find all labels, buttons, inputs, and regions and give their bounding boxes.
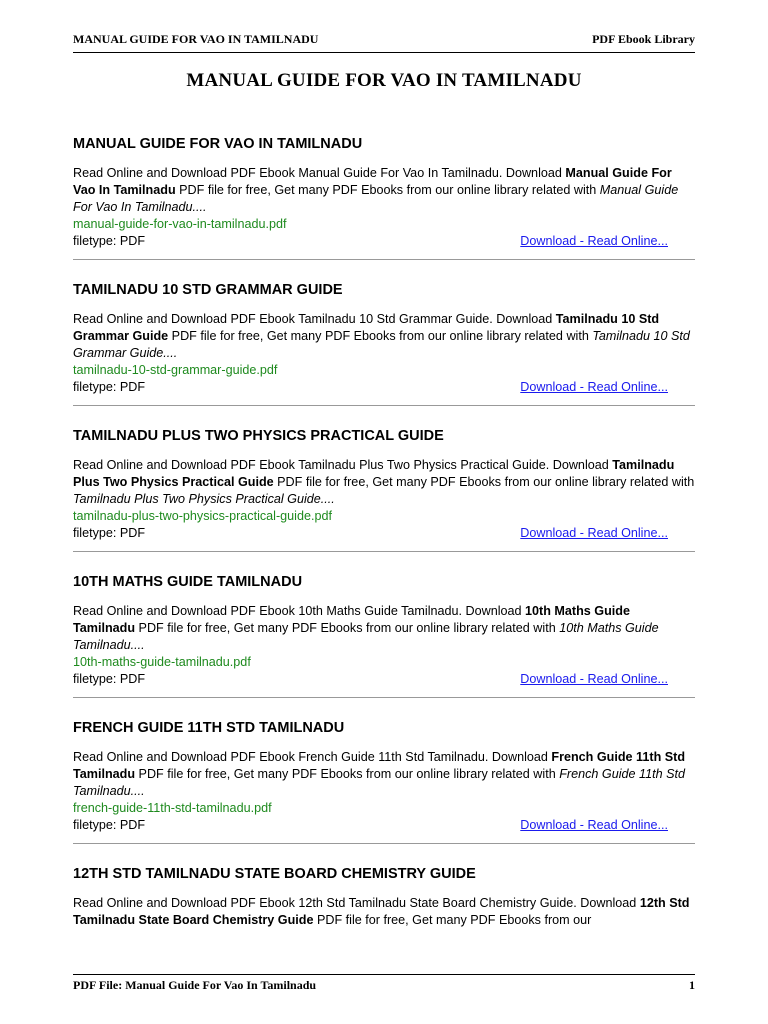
- entry-meta: [73, 525, 695, 542]
- entry-meta: [73, 817, 695, 834]
- filetype-label: filetype: PDF: [73, 234, 146, 248]
- entry-meta: [73, 233, 695, 250]
- download-link[interactable]: Download - Read Online...: [520, 526, 668, 540]
- entry-heading: FRENCH GUIDE 11TH STD TAMILNADU: [73, 720, 345, 736]
- entry-heading: 10TH MATHS GUIDE TAMILNADU: [73, 574, 303, 590]
- list-item: [73, 136, 695, 260]
- download-link[interactable]: Download - Read Online...: [520, 234, 668, 248]
- entry-heading: MANUAL GUIDE FOR VAO IN TAMILNADU: [73, 136, 363, 152]
- entry-list: [73, 136, 695, 960]
- entry-description: Read Online and Download PDF Ebook French Guide 11th Std Tamilnadu. Download French Guide 11th Std Tamilnadu PDF file for free, Get many PDF Ebooks from our online library related with French Guide 11th Std Tamilnadu....: [73, 750, 686, 798]
- entry-meta: [73, 671, 695, 688]
- header-library: PDF Ebook Library: [592, 32, 695, 46]
- download-link[interactable]: Download - Read Online...: [520, 672, 668, 686]
- filetype-label: filetype: PDF: [73, 380, 146, 394]
- download-link[interactable]: Download - Read Online...: [520, 818, 668, 832]
- entry-heading: 12TH STD TAMILNADU STATE BOARD CHEMISTRY GUIDE: [73, 866, 476, 882]
- running-header: [73, 32, 695, 53]
- footer-file-label: PDF File: Manual Guide For Vao In Tamilnadu: [73, 978, 317, 992]
- entry-description: Read Online and Download PDF Ebook 10th Maths Guide Tamilnadu. Download 10th Maths Guide Tamilnadu PDF file for free, Get many PDF Ebooks from our online library related with 10th Maths Guide Tamilnadu....: [73, 604, 659, 652]
- entry-filename: manual-guide-for-vao-in-tamilnadu.pdf: [73, 217, 287, 231]
- entry-filename: 10th-maths-guide-tamilnadu.pdf: [73, 655, 251, 669]
- list-item: [73, 428, 695, 552]
- list-item: [73, 282, 695, 406]
- page-number: 1: [689, 978, 695, 992]
- entry-description: Read Online and Download PDF Ebook 12th Std Tamilnadu State Board Chemistry Guide. Download 12th Std Tamilnadu State Board Chemistry Guide PDF file for free, Get many PDF Ebooks from our: [73, 896, 690, 927]
- entry-description: Read Online and Download PDF Ebook Tamilnadu Plus Two Physics Practical Guide. Download Tamilnadu Plus Two Physics Practical Guide PDF file for free, Get many PDF Ebooks from our online library related with Tamilnadu Plus Two Physics Practical Guide....: [73, 458, 695, 506]
- list-item: [73, 720, 695, 844]
- running-footer: [73, 974, 695, 993]
- entry-description: Read Online and Download PDF Ebook Tamilnadu 10 Std Grammar Guide. Download Tamilnadu 10 Std Grammar Guide PDF file for free, Get many PDF Ebooks from our online library related with Tamilnadu 10 Std Grammar Guide....: [73, 312, 690, 360]
- entry-description: Read Online and Download PDF Ebook Manual Guide For Vao In Tamilnadu. Download Manual Guide For Vao In Tamilnadu PDF file for free, Get many PDF Ebooks from our online library related with Manual Guide For Vao In Tamilnadu....: [73, 166, 679, 214]
- list-item: [73, 574, 695, 698]
- entry-filename: tamilnadu-10-std-grammar-guide.pdf: [73, 363, 278, 377]
- entry-filename: french-guide-11th-std-tamilnadu.pdf: [73, 801, 272, 815]
- entry-heading: TAMILNADU 10 STD GRAMMAR GUIDE: [73, 282, 343, 298]
- entry-filename: tamilnadu-plus-two-physics-practical-guide.pdf: [73, 509, 332, 523]
- entry-meta: [73, 379, 695, 396]
- header-title: MANUAL GUIDE FOR VAO IN TAMILNADU: [73, 32, 319, 46]
- list-item: [73, 866, 695, 938]
- download-link[interactable]: Download - Read Online...: [520, 380, 668, 394]
- filetype-label: filetype: PDF: [73, 672, 146, 686]
- entry-heading: TAMILNADU PLUS TWO PHYSICS PRACTICAL GUIDE: [73, 428, 444, 444]
- page-title: MANUAL GUIDE FOR VAO IN TAMILNADU: [186, 70, 582, 91]
- filetype-label: filetype: PDF: [73, 818, 146, 832]
- filetype-label: filetype: PDF: [73, 526, 146, 540]
